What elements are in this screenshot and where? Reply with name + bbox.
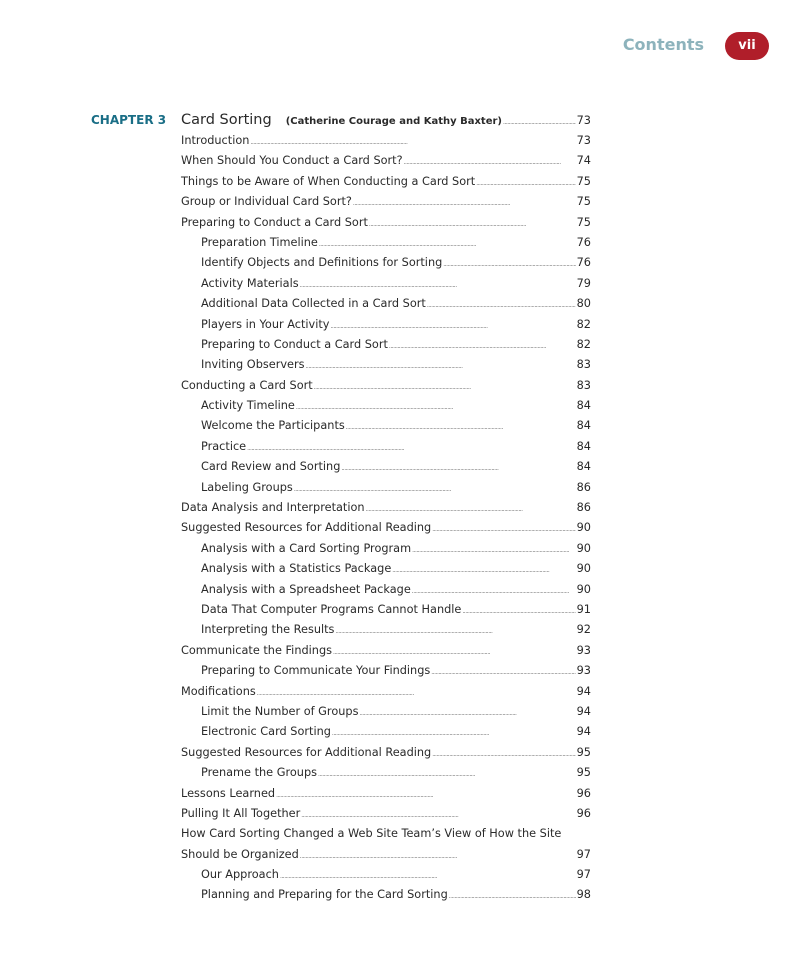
toc-entry-page: 84 bbox=[576, 399, 591, 413]
toc-subentry[interactable] bbox=[181, 763, 591, 783]
dot-leader bbox=[280, 865, 576, 887]
toc-entry-title: Modifications bbox=[181, 684, 256, 698]
toc-entry-title: Lessons Learned bbox=[181, 786, 276, 800]
toc-subentry[interactable] bbox=[181, 580, 591, 600]
toc-entry-page: 83 bbox=[576, 358, 591, 372]
dot-leader bbox=[257, 682, 576, 704]
toc-entry-title: Interpreting the Results bbox=[201, 623, 335, 637]
toc-entry[interactable] bbox=[181, 845, 591, 865]
toc-chapter-entry[interactable] bbox=[181, 109, 591, 131]
toc-entry[interactable] bbox=[181, 192, 591, 212]
toc-entry-page: 82 bbox=[576, 337, 591, 351]
toc-entry-page: 97 bbox=[576, 847, 591, 861]
dot-leader bbox=[276, 784, 576, 806]
toc-subentry[interactable] bbox=[181, 355, 591, 375]
toc-entry-page: 96 bbox=[576, 806, 591, 820]
toc-entry-title: Card Review and Sorting bbox=[201, 460, 341, 474]
toc-entry-title: Prename the Groups bbox=[201, 766, 317, 780]
toc-subentry[interactable] bbox=[181, 253, 591, 273]
toc-entry-page: 75 bbox=[576, 195, 591, 209]
toc-entry-title: Planning and Preparing for the Card Sorting bbox=[201, 888, 448, 902]
toc-entry-title: Additional Data Collected in a Card Sort bbox=[201, 297, 426, 311]
toc-subentry[interactable] bbox=[181, 416, 591, 436]
toc-entry-page: 83 bbox=[576, 378, 591, 392]
toc-entry-title: Preparing to Conduct a Card Sort bbox=[201, 337, 388, 351]
toc-subentry[interactable] bbox=[181, 274, 591, 294]
dot-leader bbox=[346, 416, 576, 438]
toc-entry-page: 74 bbox=[576, 154, 591, 168]
toc-entry-page: 84 bbox=[576, 419, 591, 433]
dot-leader bbox=[412, 580, 576, 602]
toc-entry-title: Our Approach bbox=[201, 868, 279, 882]
dot-leader bbox=[449, 885, 576, 907]
running-header-title: Contents bbox=[622, 35, 704, 54]
toc-entry-title: Suggested Resources for Additional Reading bbox=[181, 745, 432, 759]
toc-entry-title: Labeling Groups bbox=[201, 480, 293, 494]
toc-entry-title: Pulling It All Together bbox=[181, 806, 301, 820]
toc-entry-page: 75 bbox=[576, 215, 591, 229]
toc-entry-page: 95 bbox=[576, 745, 591, 759]
toc-subentry[interactable] bbox=[181, 478, 591, 498]
toc-entry-page: 90 bbox=[576, 562, 591, 576]
dot-leader bbox=[319, 233, 576, 255]
toc-entry-page: 73 bbox=[576, 134, 591, 147]
toc-entry[interactable] bbox=[181, 172, 591, 192]
toc-entry-page: 96 bbox=[576, 786, 591, 800]
toc-entry-title: Communicate the Findings bbox=[181, 643, 333, 657]
toc-subentry[interactable] bbox=[181, 233, 591, 253]
toc-entry-page: 80 bbox=[576, 297, 591, 311]
toc-subentry[interactable] bbox=[181, 437, 591, 457]
toc-entry-title: Electronic Card Sorting bbox=[201, 725, 331, 739]
toc-entry-title: Analysis with a Card Sorting Program bbox=[201, 541, 412, 555]
toc-entry-title: Welcome the Participants bbox=[201, 419, 345, 433]
dot-leader bbox=[389, 335, 576, 357]
toc-entry-title: Data That Computer Programs Cannot Handle bbox=[201, 602, 462, 616]
dot-leader bbox=[404, 151, 576, 173]
toc-entry-page: 94 bbox=[576, 684, 591, 698]
toc-entry[interactable] bbox=[181, 213, 591, 233]
chapter-label: CHAPTER 3 bbox=[91, 113, 167, 127]
toc-entry[interactable] bbox=[181, 151, 591, 171]
dot-leader bbox=[359, 702, 575, 724]
toc-entry-title: Should be Organized bbox=[181, 847, 299, 861]
toc-entry-page: 93 bbox=[576, 664, 591, 678]
dot-leader bbox=[332, 722, 576, 744]
toc-entry-page: 95 bbox=[576, 766, 591, 780]
toc-entry-page: 92 bbox=[576, 623, 591, 637]
toc-subentry[interactable] bbox=[181, 335, 591, 355]
toc-entry-page: 86 bbox=[576, 480, 591, 494]
toc-entry-title: Conducting a Card Sort bbox=[181, 378, 313, 392]
toc-entry-page: 98 bbox=[576, 888, 591, 902]
toc-entry-title: How Card Sorting Changed a Web Site Team’s View of How the Site bbox=[181, 827, 562, 841]
toc-entry-title: Data Analysis and Interpretation bbox=[181, 501, 365, 515]
dot-leader bbox=[300, 845, 576, 867]
toc-subentry[interactable] bbox=[181, 600, 591, 620]
toc-subentry[interactable] bbox=[181, 457, 591, 477]
toc-entry-title: Players in Your Activity bbox=[201, 317, 330, 331]
toc-entry-title: Activity Timeline bbox=[201, 399, 295, 413]
toc-subentry[interactable] bbox=[181, 315, 591, 335]
toc-entry[interactable] bbox=[181, 131, 591, 151]
toc-entry-page: 75 bbox=[576, 174, 591, 188]
toc-entry[interactable] bbox=[181, 784, 591, 804]
toc-entry-page: 79 bbox=[576, 276, 591, 290]
toc-entry-title: Suggested Resources for Additional Reading bbox=[181, 521, 432, 535]
toc-entry-page: 91 bbox=[576, 602, 591, 616]
toc-entry-title: Preparation Timeline bbox=[201, 235, 318, 249]
toc-entry-page: 90 bbox=[576, 541, 591, 555]
page-number-badge: vii bbox=[725, 32, 769, 60]
toc-entry-title: Analysis with a Statistics Package bbox=[201, 562, 392, 576]
dot-leader bbox=[301, 804, 575, 826]
toc-subentry[interactable] bbox=[181, 661, 591, 681]
dot-leader bbox=[247, 437, 576, 459]
toc-entry-title: Practice bbox=[201, 439, 247, 453]
dot-leader bbox=[314, 376, 576, 398]
toc-entry-page: 94 bbox=[576, 725, 591, 739]
toc-entry-page: 97 bbox=[576, 868, 591, 882]
toc-entry-page: 76 bbox=[576, 256, 591, 270]
toc-entry[interactable] bbox=[181, 498, 591, 518]
toc-subentry[interactable] bbox=[181, 865, 591, 885]
toc-subentry[interactable] bbox=[181, 620, 591, 640]
toc-entry[interactable] bbox=[181, 376, 591, 396]
toc-subentry[interactable] bbox=[181, 396, 591, 416]
toc-entry-title: Things to be Aware of When Conducting a Card Sort bbox=[181, 174, 476, 188]
dot-leader bbox=[330, 315, 575, 337]
dot-leader bbox=[412, 539, 576, 561]
dot-leader bbox=[300, 274, 576, 296]
dot-leader bbox=[335, 620, 575, 642]
dot-leader bbox=[462, 600, 575, 622]
toc-entry-page: 94 bbox=[576, 704, 591, 718]
dot-leader bbox=[369, 213, 576, 235]
toc-subentry[interactable] bbox=[181, 539, 591, 559]
toc-subentry[interactable] bbox=[181, 722, 591, 742]
toc-entry-page: 86 bbox=[576, 501, 591, 515]
toc-entry[interactable] bbox=[181, 804, 591, 824]
toc-entry-title: When Should You Conduct a Card Sort? bbox=[181, 154, 403, 168]
dot-leader bbox=[296, 396, 576, 418]
table-of-contents bbox=[181, 109, 591, 906]
toc-entry-page: 90 bbox=[576, 582, 591, 596]
toc-entry-title: Preparing to Communicate Your Findings bbox=[201, 664, 431, 678]
toc-subentry[interactable] bbox=[181, 885, 591, 905]
dot-leader bbox=[333, 641, 576, 663]
toc-entry-page: 93 bbox=[576, 643, 591, 657]
toc-entry-title: Activity Materials bbox=[201, 276, 299, 290]
dot-leader bbox=[353, 192, 576, 214]
toc-entry-page: 76 bbox=[576, 235, 591, 249]
toc-entry-title: Group or Individual Card Sort? bbox=[181, 195, 352, 209]
toc-subentry[interactable] bbox=[181, 702, 591, 722]
toc-subentry[interactable] bbox=[181, 559, 591, 579]
dot-leader bbox=[432, 743, 575, 765]
dot-leader bbox=[366, 498, 576, 520]
toc-entry-page: 84 bbox=[576, 439, 591, 453]
toc-entry-title: Introduction bbox=[181, 134, 250, 147]
toc-entry-page: 90 bbox=[576, 521, 591, 535]
dot-leader bbox=[443, 253, 575, 275]
chapter-title: Card Sorting bbox=[181, 112, 272, 128]
chapter-authors: (Catherine Courage and Kathy Baxter) bbox=[285, 116, 502, 127]
toc-entry-continued[interactable] bbox=[181, 824, 591, 844]
dot-leader bbox=[427, 294, 576, 316]
toc-entry[interactable] bbox=[181, 743, 591, 763]
dot-leader bbox=[432, 518, 575, 540]
dot-leader bbox=[341, 457, 575, 479]
toc-entry-page: 84 bbox=[576, 460, 591, 474]
toc-entry-page: 82 bbox=[576, 317, 591, 331]
dot-leader bbox=[294, 478, 576, 500]
dot-leader bbox=[306, 355, 576, 377]
toc-entry-title: Limit the Number of Groups bbox=[201, 704, 359, 718]
toc-entry[interactable] bbox=[181, 682, 591, 702]
toc-subentry[interactable] bbox=[181, 294, 591, 314]
toc-entry[interactable] bbox=[181, 518, 591, 538]
dot-leader bbox=[431, 661, 575, 683]
toc-entry-title: Preparing to Conduct a Card Sort bbox=[181, 215, 368, 229]
dot-leader bbox=[476, 172, 575, 194]
toc-entry[interactable] bbox=[181, 641, 591, 661]
dot-leader bbox=[392, 559, 575, 581]
toc-entry-title: Identify Objects and Definitions for Sorting bbox=[201, 256, 443, 270]
toc-entry-title: Analysis with a Spreadsheet Package bbox=[201, 582, 411, 596]
dot-leader bbox=[318, 763, 576, 785]
chapter-page-number: 73 bbox=[576, 114, 591, 127]
dot-leader bbox=[250, 131, 575, 153]
toc-entry-title: Inviting Observers bbox=[201, 358, 305, 372]
